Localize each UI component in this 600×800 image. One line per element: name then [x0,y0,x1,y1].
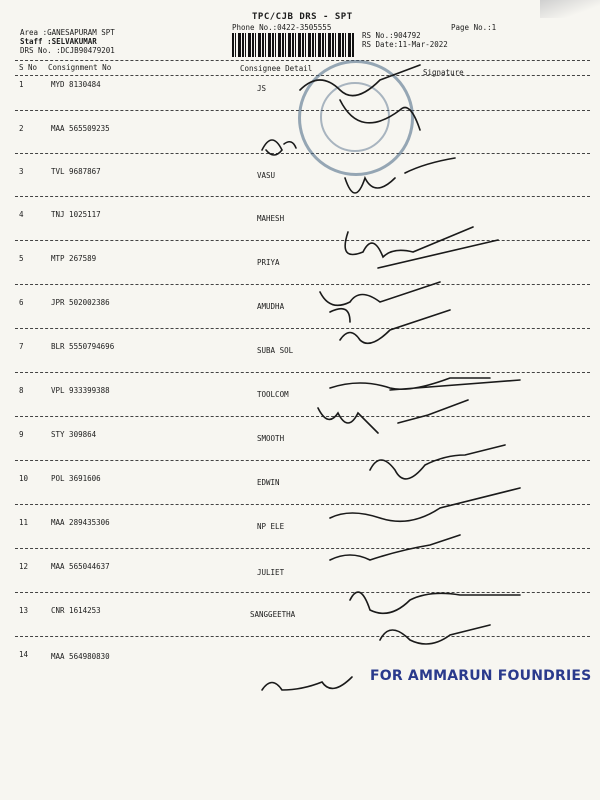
row-consignee: NP ELE [257,522,285,531]
signature-5 [378,240,498,268]
row-consignee: JULIET [257,568,285,577]
signature-9 [318,400,468,433]
row-sno: 8 [19,386,24,395]
sheet-title: TPC/CJB DRS - SPT [252,12,353,22]
company-stamp: FOR AMMARUN FOUNDRIES [370,668,592,684]
row-sno: 2 [19,124,24,133]
row-consignment: MTP 267589 [51,254,97,263]
row-consignment: MAA 289435306 [51,518,110,527]
row-consignee: SUBA SOL [257,346,294,355]
row-sno: 7 [19,342,24,351]
row-consignment: MAA 565509235 [51,124,110,133]
col-signature: Signature [423,68,464,77]
rs-number: RS No.:904792 [362,31,421,40]
staff-label: Staff :SELVAKUMAR [20,37,97,46]
row-consignment: MAA 564980830 [51,652,110,661]
signature-11 [330,488,520,521]
row-consignment: BLR 5550794696 [51,342,115,351]
row-consignment: MYD 8130484 [51,80,101,89]
row-sno: 5 [19,254,24,263]
signature-6 [320,282,440,322]
rs-date: RS Date:11-Mar-2022 [362,40,448,49]
signature-4 [345,227,473,257]
area-label: Area :GANESAPURAM SPT [20,28,115,37]
signature-15 [262,677,352,690]
signature-2b [340,100,420,130]
signature-2 [262,140,296,155]
row-consignment: STY 309864 [51,430,97,439]
signature-12 [330,535,460,560]
row-sno: 4 [19,210,24,219]
row-consignment: TVL 9687867 [51,167,101,176]
row-sno: 6 [19,298,24,307]
drs-number: DRS No. :DCJB90479201 [20,46,115,55]
col-consignee: Consignee Detail [240,64,313,73]
row-consignee: SMOOTH [257,434,285,443]
row-sno: 12 [19,562,29,571]
row-sno: 11 [19,518,29,527]
signature-7 [340,310,450,343]
signature-8 [330,378,520,390]
row-consignment: CNR 1614253 [51,606,101,615]
row-consignment: POL 3691606 [51,474,101,483]
phone-number: Phone No.:0422-3505555 [232,23,332,32]
row-consignee: MAHESH [257,214,285,223]
row-consignee: JS [257,84,267,93]
row-consignment: TNJ 1025117 [51,210,101,219]
row-sno: 10 [19,474,29,483]
row-consignee: VASU [257,171,276,180]
row-sno: 9 [19,430,24,439]
row-sno: 3 [19,167,24,176]
row-consignee: PRIYA [257,258,280,267]
signature-13 [350,592,520,613]
row-consignment: JPR 502002386 [51,298,110,307]
signature-1 [300,65,420,96]
row-sno: 1 [19,80,24,89]
row-consignee: EDWIN [257,478,280,487]
row-consignment: VPL 933399388 [51,386,110,395]
signature-3 [345,158,455,193]
row-consignment: MAA 565044637 [51,562,110,571]
row-consignee: AMUDHA [257,302,285,311]
page-number: Page No.:1 [451,23,497,32]
row-sno: 13 [19,606,29,615]
row-consignee: TOOLCOM [257,390,289,399]
col-sno: S No [19,63,38,72]
signature-10 [370,445,505,479]
row-sno: 14 [19,650,29,659]
row-consignee: SANGGEETHA [250,610,296,619]
col-consignment: Consignment No [48,63,112,72]
signature-14 [380,625,490,644]
